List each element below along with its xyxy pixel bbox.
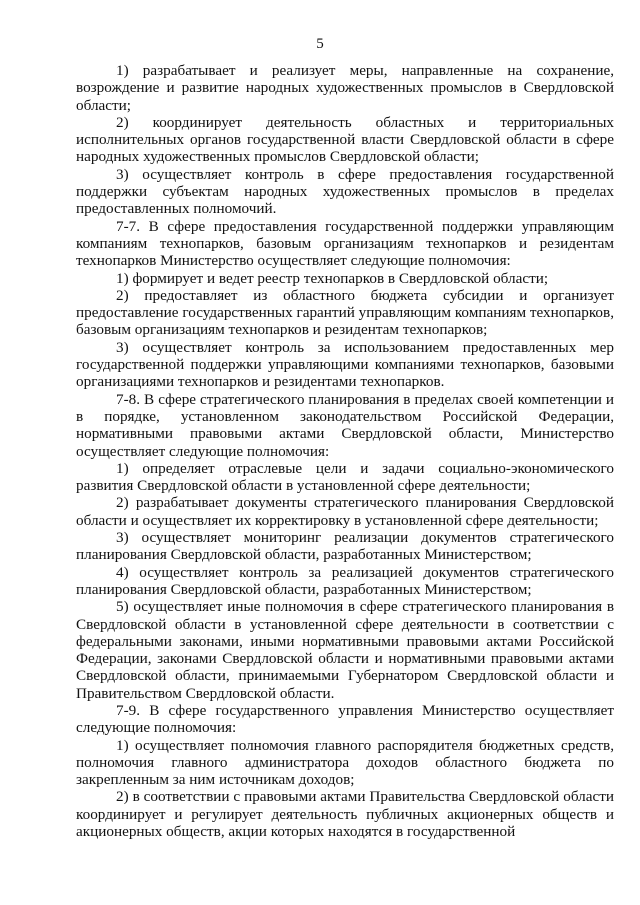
paragraph: 4) осуществляет контроль за реализацией документов стратегического планирования Свердловской области, разработанных Министерством; — [76, 563, 614, 598]
paragraph: 5) осуществляет иные полномочия в сфере стратегического планирования в Свердловской области в установленной сфере деятельности в соответствии с федеральными законами, иными нормативными правовыми актами Российской Федерации, законами Свердловской области и нормативными правовыми актами Свердловской области, принимаемыми Губернатором Свердловской области и Правительством Свердловской области. — [76, 598, 614, 702]
paragraph: 1) осуществляет полномочия главного распорядителя бюджетных средств, полномочия главного администратора доходов областного бюджета по закрепленным за ним источникам доходов; — [76, 736, 614, 789]
section-heading-7-9: 7-9. В сфере государственного управления Министерство осуществляет следующие полномочия: — [76, 701, 614, 737]
page-number: 5 — [316, 36, 324, 52]
paragraph: 2) в соответствии с правовыми актами Правительства Свердловской области координирует и регулирует деятельность публичных акционерных обществ и акционерных обществ, акции которых находятся в государственной — [76, 788, 614, 841]
section-heading-7-7: 7-7. В сфере предоставления государственной поддержки управляющим компаниям технопарков, базовым организациям технопарков и резидентам технопарков Министерство осуществляет следующие полномочия: — [76, 217, 614, 270]
paragraph: 3) осуществляет контроль за использованием предоставленных мер государственной поддержки управляющими компаниями технопарков, базовыми организациями технопарков и резидентами технопарков. — [76, 338, 614, 391]
section-heading-7-8: 7-8. В сфере стратегического планирования в пределах своей компетенции и в порядке, установленном законодательством Российской Федерации, нормативными правовыми актами Свердловской области, Министерство осуществляет следующие полномочия: — [76, 390, 614, 460]
paragraph: 2) координирует деятельность областных и территориальных исполнительных органов государственной власти Свердловской области в сфере народных художественных промыслов Свердловской области; — [76, 113, 614, 166]
paragraph: 3) осуществляет мониторинг реализации документов стратегического планирования Свердловской области, разработанных Министерством; — [76, 529, 614, 564]
paragraph: 3) осуществляет контроль в сфере предоставления государственной поддержки субъектам народных художественных промыслов в пределах предоставленных полномочий. — [76, 165, 614, 218]
paragraph: 2) разрабатывает документы стратегического планирования Свердловской области и осуществляет их корректировку в установленной сфере деятельности; — [76, 494, 614, 529]
paragraph: 1) разрабатывает и реализует меры, направленные на сохранение, возрождение и развитие народных художественных промыслов в Свердловской области; — [76, 62, 614, 114]
paragraph: 2) предоставляет из областного бюджета субсидии и организует предоставление государственных гарантий управляющим компаниям технопарков, базовым организациям технопарков и резидентам технопарков; — [76, 286, 614, 339]
document-body — [76, 62, 614, 840]
paragraph: 1) формирует и ведет реестр технопарков в Свердловской области; — [116, 269, 549, 287]
paragraph: 1) определяет отраслевые цели и задачи социально-экономического развития Свердловской области в установленной сфере деятельности; — [76, 459, 614, 495]
